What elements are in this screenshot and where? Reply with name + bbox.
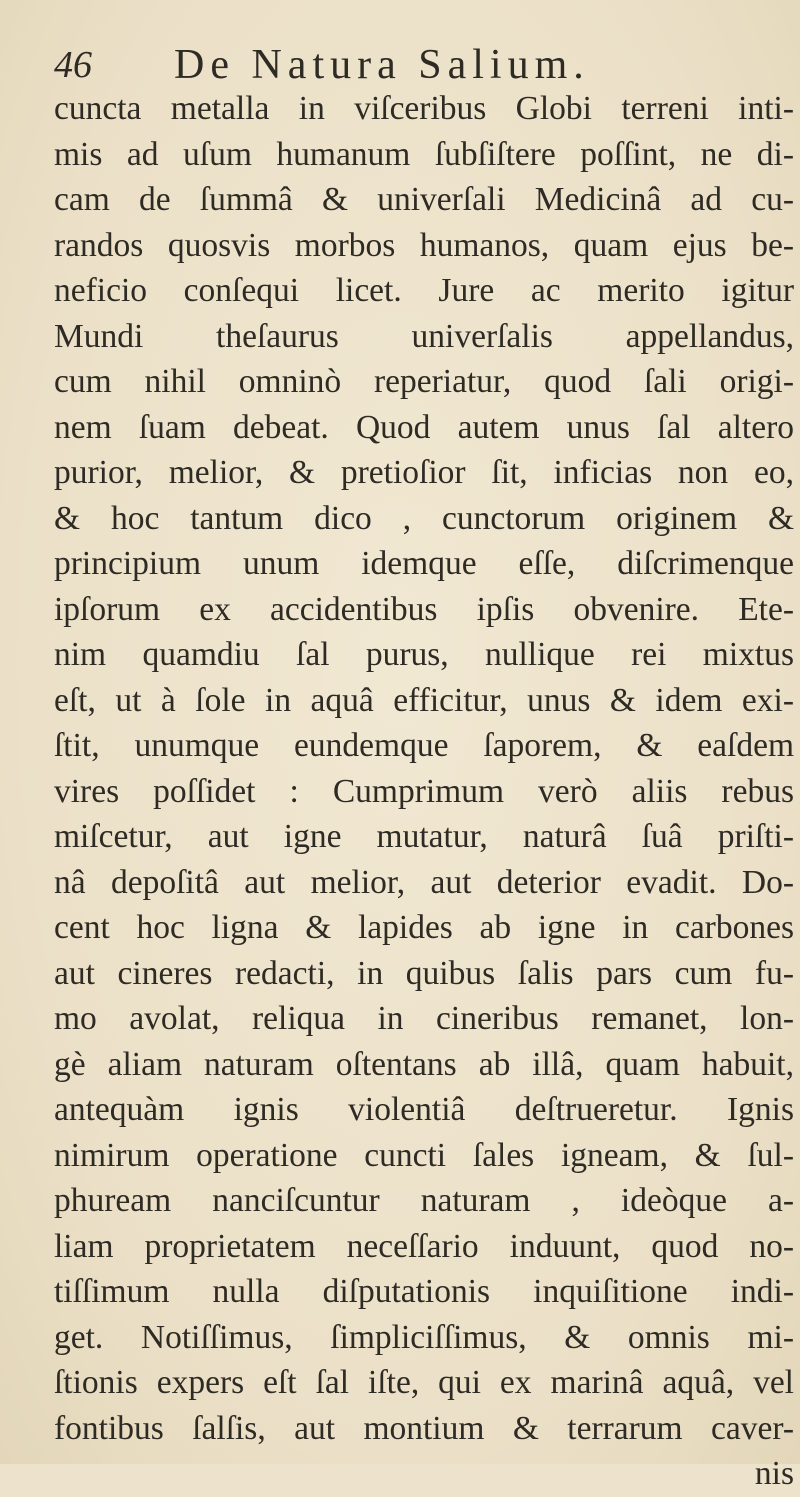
page-number: 46 bbox=[54, 44, 92, 86]
text-line: Mundi theſaurus univerſalis appellandus, bbox=[54, 317, 794, 355]
text-line: antequàm ignis violentiâ deſtrueretur. Ignis bbox=[54, 1091, 794, 1128]
text-line: neficio conſequi licet. Jure ac merito igitur bbox=[54, 272, 794, 309]
text-line: cum nihil omninò reperiatur, quod ſali origi- bbox=[54, 363, 794, 400]
text-line: purior, melior, & pretioſior ſit, inficias non eo, bbox=[54, 454, 794, 491]
text-line: liam proprietatem neceſſario induunt, quod no- bbox=[54, 1227, 794, 1265]
text-line: vires poſſidet : Cumprimum verò aliis rebus bbox=[54, 772, 794, 810]
text-line: randos quosvis morbos humanos, quam ejus be- bbox=[54, 226, 794, 264]
text-line: nâ depoſitâ aut melior, aut deterior evadit. Do- bbox=[54, 863, 794, 901]
text-line: ſtit, unumque eundemque ſaporem, & eaſdem bbox=[54, 727, 794, 764]
text-line: nimirum operatione cuncti ſales igneam, & ſul- bbox=[54, 1136, 794, 1174]
text-line: phuream nanciſcuntur naturam , ideòque a- bbox=[54, 1182, 794, 1219]
text-line: eſt, ut à ſole in aquâ efficitur, unus & idem exi- bbox=[54, 681, 794, 719]
text-line: gè aliam naturam oſtentans ab illâ, quam habuit, bbox=[54, 1045, 794, 1083]
text-line: tiſſimum nulla diſputationis inquiſitione indi- bbox=[54, 1273, 794, 1310]
text-line: nem ſuam debeat. Quod autem unus ſal altero bbox=[54, 408, 794, 446]
text-line: aut cineres redacti, in quibus ſalis pars cum fu- bbox=[54, 954, 794, 992]
text-line: get. Notiſſimus, ſimpliciſſimus, & omnis mi- bbox=[54, 1318, 794, 1356]
text-line: miſcetur, aut igne mutatur, naturâ ſuâ priſti- bbox=[54, 818, 794, 855]
text-body bbox=[54, 86, 794, 1497]
text-line: ſtionis expers eſt ſal iſte, qui ex marinâ aquâ, vel bbox=[54, 1364, 794, 1401]
catchword: nis bbox=[754, 1455, 794, 1492]
text-line: cam de ſummâ & univerſali Medicinâ ad cu- bbox=[54, 181, 794, 218]
text-line: cuncta metalla in viſceribus Globi terreni inti- bbox=[54, 90, 794, 127]
text-line: ipſorum ex accidentibus ipſis obvenire. Ete- bbox=[54, 590, 794, 628]
text-line: fontibus ſalſis, aut montium & terrarum caver- bbox=[54, 1409, 794, 1447]
text-line: & hoc tantum dico , cunctorum originem & bbox=[54, 499, 794, 537]
text-line: principium unum idemque eſſe, diſcrimenque bbox=[54, 545, 794, 582]
running-head: De Natura Salium. bbox=[174, 42, 590, 88]
text-line: mis ad uſum humanum ſubſiſtere poſſint, ne di- bbox=[54, 135, 794, 173]
text-line: cent hoc ligna & lapides ab igne in carbones bbox=[54, 909, 794, 946]
text-line: mo avolat, reliqua in cineribus remanet, lon- bbox=[54, 1000, 794, 1037]
text-line: nim quamdiu ſal purus, nullique rei mixtus bbox=[54, 636, 794, 673]
page-header bbox=[54, 40, 754, 90]
